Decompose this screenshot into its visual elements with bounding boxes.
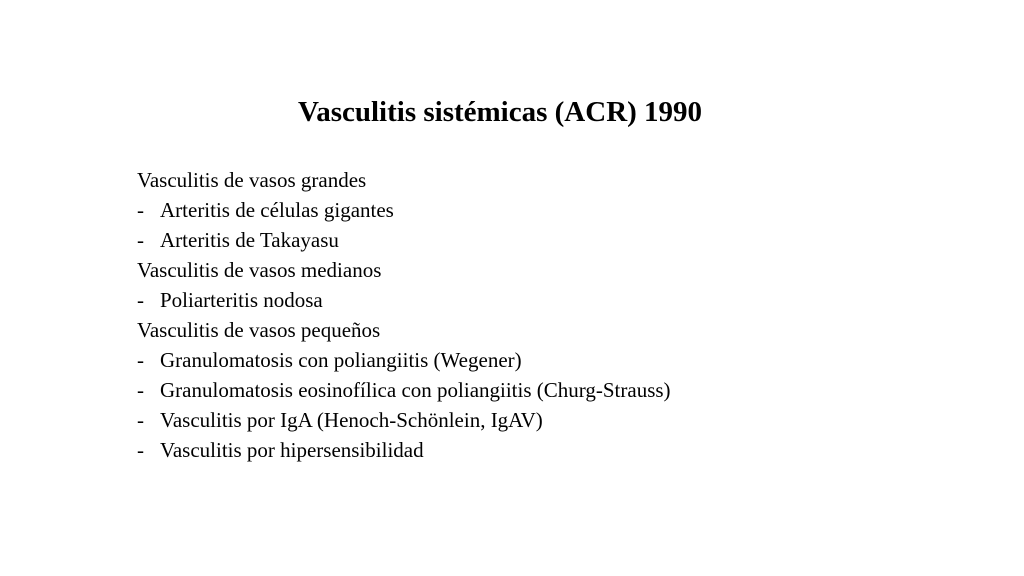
- list-item: [137, 195, 997, 225]
- group-heading-small-vessels: Vasculitis de vasos pequeños: [137, 318, 381, 342]
- bullet-dash: -: [137, 288, 144, 312]
- list-item-text: Vasculitis por hipersensibilidad: [160, 438, 424, 462]
- list-item-text: Granulomatosis eosinofílica con poliangiitis (Churg-Strauss): [160, 378, 671, 402]
- list-item-text: Arteritis de células gigantes: [160, 198, 394, 222]
- group-heading-medium-vessels: Vasculitis de vasos medianos: [137, 258, 382, 282]
- list-item-text: Poliarteritis nodosa: [160, 288, 323, 312]
- list-item-text: Vasculitis por IgA (Henoch-Schönlein, IgAV): [160, 408, 543, 432]
- bullet-dash: -: [137, 438, 144, 462]
- group-heading-large-vessels: Vasculitis de vasos grandes: [137, 168, 367, 192]
- list-item: [137, 375, 997, 405]
- list-item: [137, 435, 997, 465]
- bullet-dash: -: [137, 378, 144, 402]
- list-item: [137, 345, 997, 375]
- list-item: [137, 285, 997, 315]
- list-item: [137, 225, 997, 255]
- slide-title: Vasculitis sistémicas (ACR) 1990: [297, 96, 703, 128]
- classification-list: [137, 165, 997, 465]
- list-item: [137, 405, 997, 435]
- list-item-text: Granulomatosis con poliangiitis (Wegener): [160, 348, 522, 372]
- list-item-text: Arteritis de Takayasu: [160, 228, 339, 252]
- bullet-dash: -: [137, 408, 144, 432]
- bullet-dash: -: [137, 348, 144, 372]
- bullet-dash: -: [137, 228, 144, 252]
- bullet-dash: -: [137, 198, 144, 222]
